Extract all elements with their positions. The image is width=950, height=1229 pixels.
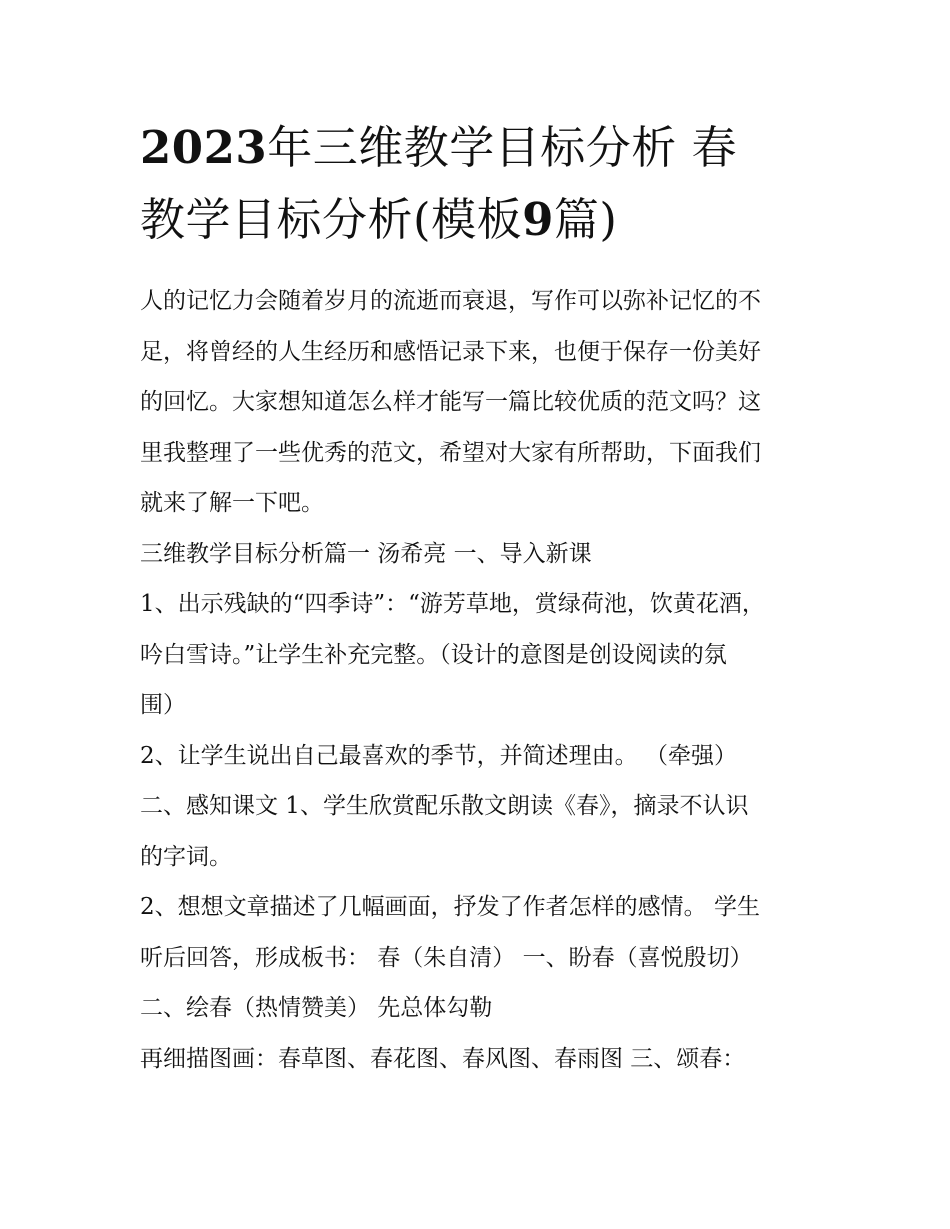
paragraph-line: 三维教学目标分析篇一 汤希亮 一、导入新课 — [140, 540, 592, 567]
paragraph-line: 足，将曾经的人生经历和感悟记录下来，也便于保存一份美好 — [140, 338, 761, 365]
paragraph-line: 围） — [140, 692, 186, 718]
paragraph-line: 听后回答，形成板书： 春（朱自清） 一、盼春（喜悦殷切） — [140, 944, 753, 971]
paragraph-line: 的回忆。大家想知道怎么样才能写一篇比较优质的范文吗？这 — [140, 389, 761, 415]
paragraph — [140, 1034, 830, 1085]
paragraph — [140, 781, 830, 882]
paragraph-line: 的字词。 — [140, 843, 232, 870]
paragraph — [140, 579, 830, 731]
paragraph-line: 1、出示残缺的“四季诗”：“游芳草地，赏绿荷池，饮黄花酒， — [140, 591, 765, 617]
paragraph-line: 2、让学生说出自己最喜欢的季节，并简述理由。 （牵强） — [140, 742, 737, 769]
paragraph-line: 就来了解一下吧。 — [140, 490, 324, 516]
paragraph-line: 二、绘春（热情赞美） 先总体勾勒 — [140, 995, 493, 1021]
title-line-1-text: 年三维教学目标分析 春 — [267, 121, 738, 174]
paragraph — [140, 529, 830, 580]
title-year: 2023 — [140, 121, 268, 174]
paragraph-line: 人的记忆力会随着岁月的流逝而衰退，写作可以弥补记忆的不 — [140, 288, 761, 314]
title-line-2-part-a: 教学目标分析( — [140, 193, 432, 246]
document-title — [140, 112, 830, 256]
paragraph-line: 再细描图画：春草图、春花图、春风图、春雨图 三、颂春： — [140, 1045, 746, 1072]
paragraph-line: 里我整理了一些优秀的范文，希望对大家有所帮助，下面我们 — [140, 439, 761, 466]
title-line-1 — [140, 112, 830, 184]
title-line-2-part-d: 篇) — [553, 193, 618, 246]
title-line-2-part-b: 模板 — [431, 193, 523, 246]
paragraph — [140, 276, 830, 529]
document-body — [140, 276, 830, 1084]
title-count: 9 — [522, 193, 554, 246]
paragraph-line: 吟白雪诗。”让学生补充完整。（设计的意图是创设阅读的氛 — [140, 641, 727, 668]
paragraph — [140, 882, 830, 1034]
title-line-2 — [140, 184, 830, 256]
paragraph-line: 二、感知课文 1、学生欣赏配乐散文朗读《春》，摘录不认识 — [140, 793, 749, 819]
paragraph — [140, 731, 830, 782]
paragraph-line: 2、想想文章描述了几幅画面，抒发了作者怎样的感情。 学生 — [140, 894, 760, 920]
